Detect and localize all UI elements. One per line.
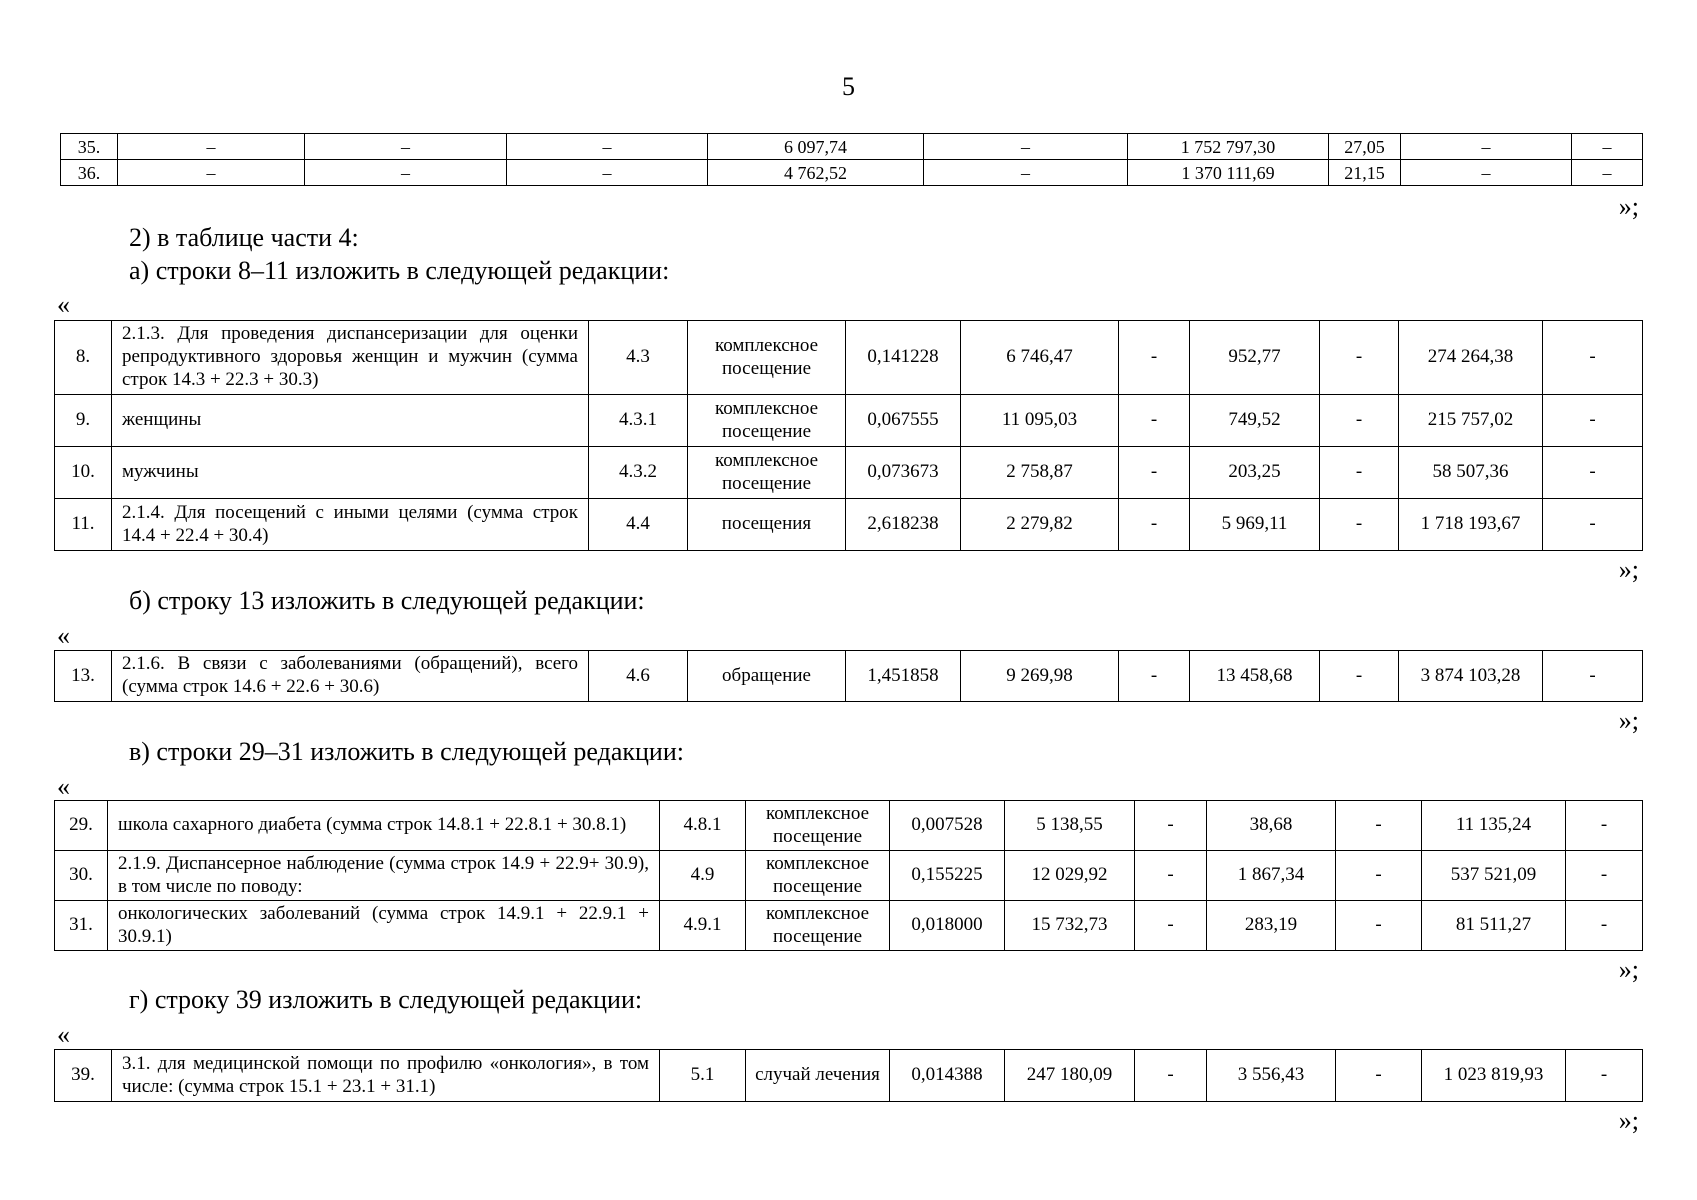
table-cell: - [1543, 499, 1643, 551]
table-cell: – [507, 160, 708, 186]
table-row [55, 651, 1643, 702]
table-row [55, 321, 1643, 395]
table-cell: 81 511,27 [1422, 901, 1566, 951]
table-cell: - [1336, 851, 1422, 901]
table-cell: 5.1 [660, 1050, 746, 1102]
table-cell: 38,68 [1207, 801, 1336, 851]
table-cell: 13 458,68 [1190, 651, 1320, 702]
table-cell: – [507, 134, 708, 160]
table-cell: – [1572, 160, 1643, 186]
table-cell: – [1572, 134, 1643, 160]
table-row-13 [54, 650, 1643, 702]
table-cell: 0,141228 [846, 321, 961, 395]
close-quote: »; [1618, 555, 1639, 584]
page-number: 5 [842, 72, 855, 101]
table-cell: 4.8.1 [660, 801, 746, 851]
table-cell: 274 264,38 [1399, 321, 1543, 395]
table-cell: 30. [55, 851, 108, 901]
table-cell: 2.1.4. Для посещений с иными целями (сумма строк 14.4 + 22.4 + 30.4) [112, 499, 589, 551]
table-cell: комплексное посещение [746, 901, 890, 951]
table-cell: 3 556,43 [1207, 1050, 1336, 1102]
table-cell: случай лечения [746, 1050, 890, 1102]
table-cell: - [1135, 801, 1207, 851]
table-cell: мужчины [112, 447, 589, 499]
table-cell: 11 135,24 [1422, 801, 1566, 851]
table-rows-29-31 [54, 800, 1643, 951]
table-cell: 2.1.9. Диспансерное наблюдение (сумма строк 14.9 + 22.9+ 30.9), в том числе по поводу: [108, 851, 660, 901]
table-row [61, 160, 1643, 186]
table-cell: 13. [55, 651, 112, 702]
table-cell: 2.1.6. В связи с заболеваниями (обращений), всего (сумма строк 14.6 + 22.6 + 30.6) [112, 651, 589, 702]
table-cell: 0,007528 [890, 801, 1005, 851]
table-cell: 6 746,47 [961, 321, 1119, 395]
table-cell: 4.3.2 [589, 447, 688, 499]
table-cell: - [1543, 447, 1643, 499]
table-cell: 0,073673 [846, 447, 961, 499]
table-cell: 952,77 [1190, 321, 1320, 395]
table-cell: 4.4 [589, 499, 688, 551]
table-rows-8-11 [54, 320, 1643, 551]
table-row [55, 499, 1643, 551]
paragraph-row-13: б) строку 13 изложить в следующей редакции: [129, 586, 645, 615]
table-cell: 36. [61, 160, 118, 186]
table-cell: - [1119, 651, 1190, 702]
open-quote: « [57, 621, 70, 650]
paragraph-row-39: г) строку 39 изложить в следующей редакции: [129, 985, 643, 1014]
table-cell: 5 969,11 [1190, 499, 1320, 551]
table-cell: - [1336, 801, 1422, 851]
table-row [55, 395, 1643, 447]
table-cell: 1 023 819,93 [1422, 1050, 1566, 1102]
table-cell: 4.3 [589, 321, 688, 395]
table-cell: 6 097,74 [708, 134, 924, 160]
table-cell: 4.6 [589, 651, 688, 702]
table-cell: 29. [55, 801, 108, 851]
table-cell: 2.1.3. Для проведения диспансеризации для оценки репродуктивного здоровья женщин и мужчин (сумма строк 14.3 + 22.3 + 30.3) [112, 321, 589, 395]
table-row [55, 801, 1643, 851]
table-cell: посещения [688, 499, 846, 551]
table-cell: 537 521,09 [1422, 851, 1566, 901]
table-cell: 8. [55, 321, 112, 395]
table-cell: – [118, 134, 305, 160]
table-cell: - [1336, 901, 1422, 951]
table-cell: 11. [55, 499, 112, 551]
table-row-39 [54, 1049, 1643, 1102]
table-cell: 247 180,09 [1005, 1050, 1135, 1102]
table-cell: 12 029,92 [1005, 851, 1135, 901]
table-cell: комплексное посещение [688, 321, 846, 395]
table-cell: - [1543, 395, 1643, 447]
table-cell: 21,15 [1329, 160, 1401, 186]
table-cell: 2 279,82 [961, 499, 1119, 551]
table-cell: - [1320, 395, 1399, 447]
table-cell: – [118, 160, 305, 186]
table-cell: комплексное посещение [746, 801, 890, 851]
table-cell: женщины [112, 395, 589, 447]
table-row [55, 1050, 1643, 1102]
table-cell: - [1119, 447, 1190, 499]
table-cell: 31. [55, 901, 108, 951]
table-cell: школа сахарного диабета (сумма строк 14.8.1 + 22.8.1 + 30.8.1) [108, 801, 660, 851]
table-cell: комплексное посещение [746, 851, 890, 901]
table-cell: - [1119, 499, 1190, 551]
close-quote: »; [1618, 1106, 1639, 1135]
table-cell: - [1135, 851, 1207, 901]
table-cell: 4.3.1 [589, 395, 688, 447]
open-quote: « [57, 1020, 70, 1049]
table-cell: - [1135, 1050, 1207, 1102]
table-row [61, 134, 1643, 160]
table-cell: 215 757,02 [1399, 395, 1543, 447]
table-cell: 4.9 [660, 851, 746, 901]
table-cell: 58 507,36 [1399, 447, 1543, 499]
table-cell: 4 762,52 [708, 160, 924, 186]
table-cell: - [1320, 321, 1399, 395]
table-cell: - [1119, 321, 1190, 395]
table-cell: - [1119, 395, 1190, 447]
table-row [55, 447, 1643, 499]
table-cell: 1 370 111,69 [1128, 160, 1329, 186]
table-cell: 0,014388 [890, 1050, 1005, 1102]
table-cell: 2 758,87 [961, 447, 1119, 499]
table-cell: 283,19 [1207, 901, 1336, 951]
table-cell: комплексное посещение [688, 447, 846, 499]
open-quote: « [57, 772, 70, 801]
table-cell: - [1566, 1050, 1643, 1102]
table-cell: 11 095,03 [961, 395, 1119, 447]
table-top [60, 133, 1643, 186]
table-cell: - [1566, 851, 1643, 901]
table-cell: 1 752 797,30 [1128, 134, 1329, 160]
paragraph-rows-29-31: в) строки 29–31 изложить в следующей редакции: [129, 737, 684, 766]
table-cell: 27,05 [1329, 134, 1401, 160]
table-cell: 1 718 193,67 [1399, 499, 1543, 551]
table-cell: – [924, 160, 1128, 186]
table-cell: 0,155225 [890, 851, 1005, 901]
table-cell: 1,451858 [846, 651, 961, 702]
table-cell: 749,52 [1190, 395, 1320, 447]
close-quote: »; [1618, 955, 1639, 984]
close-quote: »; [1618, 192, 1639, 221]
table-cell: 10. [55, 447, 112, 499]
table-cell: комплексное посещение [688, 395, 846, 447]
table-cell: 0,018000 [890, 901, 1005, 951]
table-cell: - [1336, 1050, 1422, 1102]
table-cell: 39. [55, 1050, 112, 1102]
table-cell: – [305, 134, 507, 160]
table-cell: 203,25 [1190, 447, 1320, 499]
table-cell: – [1401, 160, 1572, 186]
table-cell: 2,618238 [846, 499, 961, 551]
table-cell: - [1320, 447, 1399, 499]
table-cell: 3 874 103,28 [1399, 651, 1543, 702]
table-cell: - [1135, 901, 1207, 951]
table-cell: обращение [688, 651, 846, 702]
table-cell: – [924, 134, 1128, 160]
paragraph-part4: 2) в таблице части 4: [129, 223, 359, 252]
table-cell: - [1543, 321, 1643, 395]
table-cell: 9. [55, 395, 112, 447]
table-cell: 35. [61, 134, 118, 160]
table-row [55, 851, 1643, 901]
table-cell: онкологических заболеваний (сумма строк 14.9.1 + 22.9.1 + 30.9.1) [108, 901, 660, 951]
table-cell: 15 732,73 [1005, 901, 1135, 951]
table-cell: - [1320, 651, 1399, 702]
table-cell: 9 269,98 [961, 651, 1119, 702]
table-cell: - [1543, 651, 1643, 702]
table-cell: - [1320, 499, 1399, 551]
close-quote: »; [1618, 706, 1639, 735]
paragraph-rows-8-11: а) строки 8–11 изложить в следующей редакции: [129, 256, 670, 285]
table-row [55, 901, 1643, 951]
table-cell: 0,067555 [846, 395, 961, 447]
table-cell: - [1566, 901, 1643, 951]
table-cell: 5 138,55 [1005, 801, 1135, 851]
open-quote: « [57, 290, 70, 319]
table-cell: – [1401, 134, 1572, 160]
table-cell: 4.9.1 [660, 901, 746, 951]
table-cell: – [305, 160, 507, 186]
table-cell: 3.1. для медицинской помощи по профилю «онкология», в том числе: (сумма строк 15.1 + 23.1 + 31.1) [112, 1050, 660, 1102]
table-cell: 1 867,34 [1207, 851, 1336, 901]
table-cell: - [1566, 801, 1643, 851]
